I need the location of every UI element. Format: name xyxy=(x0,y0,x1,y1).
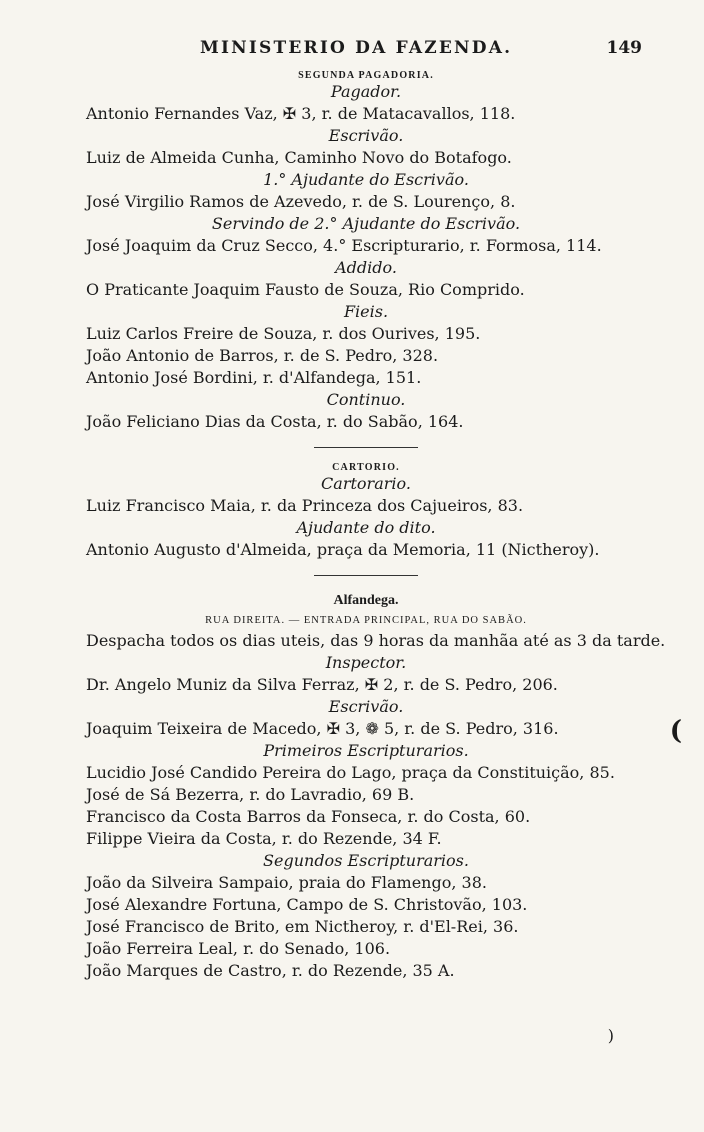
person-entry: Joaquim Teixeira de Macedo, ✠ 3, ❁ 5, r. de S. Pedro, 316. xyxy=(86,719,559,738)
running-title: MINISTERIO DA FAZENDA. xyxy=(200,38,513,58)
section-heading-pagadoria: SEGUNDA PAGADORIA. xyxy=(298,70,434,81)
person-entry: Francisco da Costa Barros da Fonseca, r. do Costa, 60. xyxy=(86,807,531,826)
person-entry: José Francisco de Brito, em Nictheroy, r. d'El-Rei, 36. xyxy=(86,917,519,936)
person-entry: Antonio José Bordini, r. d'Alfandega, 151. xyxy=(86,368,422,387)
person-entry: Luiz Carlos Freire de Souza, r. dos Ourives, 195. xyxy=(86,324,481,343)
role-heading: Escrivão. xyxy=(328,697,404,716)
page-number: 149 xyxy=(606,38,642,58)
office-address: RUA DIREITA. — ENTRADA PRINCIPAL, RUA DO SABÃO. xyxy=(205,615,527,626)
margin-mark-icon: ) xyxy=(607,1026,614,1045)
role-heading: Primeiros Escripturarios. xyxy=(263,741,469,760)
role-heading: 1.° Ajudante do Escrivão. xyxy=(263,170,469,189)
person-entry: Antonio Augusto d'Almeida, praça da Memoria, 11 (Nictheroy). xyxy=(86,540,600,559)
person-entry: José Virgilio Ramos de Azevedo, r. de S. Lourenço, 8. xyxy=(86,192,516,211)
person-entry: Luiz Francisco Maia, r. da Princeza dos Cajueiros, 83. xyxy=(86,496,524,515)
person-entry: Antonio Fernandes Vaz, ✠ 3, r. de Matacavallos, 118. xyxy=(86,104,516,123)
person-entry: Lucidio José Candido Pereira do Lago, praça da Constituição, 85. xyxy=(86,763,615,782)
person-entry: João da Silveira Sampaio, praia do Flamengo, 38. xyxy=(86,873,487,892)
person-entry: João Marques de Castro, r. do Rezende, 35 A. xyxy=(86,961,455,980)
page-header xyxy=(0,38,704,66)
person-entry: João Ferreira Leal, r. do Senado, 106. xyxy=(86,939,391,958)
role-heading: Pagador. xyxy=(330,82,402,101)
role-heading: Continuo. xyxy=(326,390,406,409)
person-entry: Dr. Angelo Muniz da Silva Ferraz, ✠ 2, r. de S. Pedro, 206. xyxy=(86,675,558,694)
section-divider xyxy=(314,575,418,576)
page-content xyxy=(86,70,666,982)
person-entry: José de Sá Bezerra, r. do Lavradio, 69 B. xyxy=(86,785,415,804)
person-entry: João Antonio de Barros, r. de S. Pedro, 328. xyxy=(86,346,439,365)
role-heading: Inspector. xyxy=(325,653,407,672)
person-entry: José Joaquim da Cruz Secco, 4.° Escripturario, r. Formosa, 114. xyxy=(86,236,602,255)
person-entry: José Alexandre Fortuna, Campo de S. Christovão, 103. xyxy=(86,895,528,914)
role-heading: Servindo de 2.° Ajudante do Escrivão. xyxy=(211,214,521,233)
role-heading: Cartorario. xyxy=(321,474,411,493)
person-entry: O Praticante Joaquim Fausto de Souza, Rio Comprido. xyxy=(86,280,525,299)
role-heading: Escrivão. xyxy=(328,126,404,145)
role-heading: Addido. xyxy=(335,258,397,277)
section-divider xyxy=(314,447,418,448)
role-heading: Ajudante do dito. xyxy=(296,518,436,537)
person-entry: Filippe Vieira da Costa, r. do Rezende, 34 F. xyxy=(86,829,442,848)
person-entry: Luiz de Almeida Cunha, Caminho Novo do Botafogo. xyxy=(86,148,512,167)
role-heading: Fieis. xyxy=(343,302,389,321)
role-heading: Segundos Escripturarios. xyxy=(263,851,469,870)
section-heading-alfandega: Alfandega. xyxy=(333,593,399,608)
person-entry: João Feliciano Dias da Costa, r. do Sabão, 164. xyxy=(86,412,464,431)
office-hours: Despacha todos os dias uteis, das 9 horas da manhãa até as 3 da tarde. xyxy=(86,631,666,650)
section-heading-cartorio: CARTORIO. xyxy=(332,462,400,473)
margin-mark-icon: ( xyxy=(669,716,682,746)
